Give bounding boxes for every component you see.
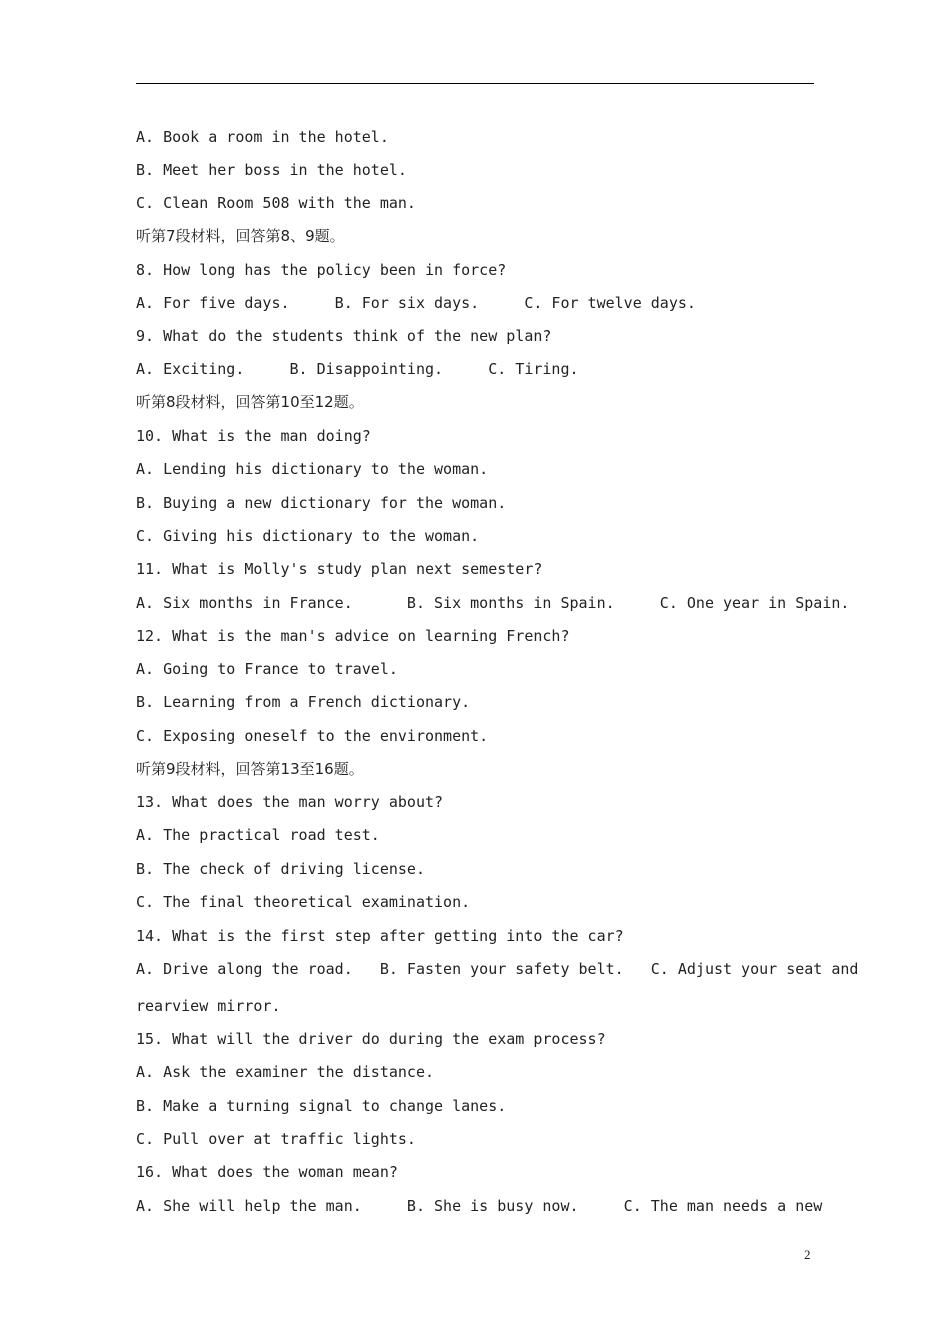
section-heading-8: 听第8段材料，回答第10至12题。	[136, 393, 364, 411]
options-14: A. Drive along the road. B. Fasten your safety belt. C. Adjust your seat and	[136, 960, 859, 978]
option-15c: C. Pull over at traffic lights.	[136, 1130, 416, 1148]
page-number: 2	[804, 1247, 811, 1262]
question-13: 13. What does the man worry about?	[136, 793, 444, 811]
question-16: 16. What does the woman mean?	[136, 1163, 398, 1181]
option-7a: A. Book a room in the hotel.	[136, 128, 389, 146]
header-rule	[136, 83, 814, 84]
section-heading-7: 听第7段材料，回答第8、9题。	[136, 227, 345, 245]
option-15a: A. Ask the examiner the distance.	[136, 1063, 435, 1081]
options-16: A. She will help the man. B. She is busy now. C. The man needs a new	[136, 1197, 823, 1215]
question-8: 8. How long has the policy been in force?	[136, 261, 507, 279]
option-10c: C. Giving his dictionary to the woman.	[136, 527, 480, 545]
question-12: 12. What is the man's advice on learning French?	[136, 627, 570, 645]
options-11: A. Six months in France. B. Six months in Spain. C. One year in Spain.	[136, 594, 850, 612]
option-13b: B. The check of driving license.	[136, 860, 425, 878]
option-13a: A. The practical road test.	[136, 826, 380, 844]
options-14-continued: rearview mirror.	[136, 997, 281, 1015]
option-13c: C. The final theoretical examination.	[136, 893, 471, 911]
question-14: 14. What is the first step after getting into the car?	[136, 927, 624, 945]
section-heading-9: 听第9段材料，回答第13至16题。	[136, 760, 364, 778]
question-10: 10. What is the man doing?	[136, 427, 371, 445]
option-12c: C. Exposing oneself to the environment.	[136, 727, 489, 745]
question-9: 9. What do the students think of the new plan?	[136, 327, 552, 345]
option-15b: B. Make a turning signal to change lanes.	[136, 1097, 507, 1115]
option-10a: A. Lending his dictionary to the woman.	[136, 460, 489, 478]
option-7c: C. Clean Room 508 with the man.	[136, 194, 416, 212]
question-15: 15. What will the driver do during the exam process?	[136, 1030, 606, 1048]
option-12a: A. Going to France to travel.	[136, 660, 398, 678]
question-11: 11. What is Molly's study plan next semester?	[136, 560, 543, 578]
option-12b: B. Learning from a French dictionary.	[136, 693, 471, 711]
options-8: A. For five days. B. For six days. C. For twelve days.	[136, 294, 696, 312]
option-10b: B. Buying a new dictionary for the woman.	[136, 494, 507, 512]
option-7b: B. Meet her boss in the hotel.	[136, 161, 407, 179]
options-9: A. Exciting. B. Disappointing. C. Tiring.	[136, 360, 579, 378]
